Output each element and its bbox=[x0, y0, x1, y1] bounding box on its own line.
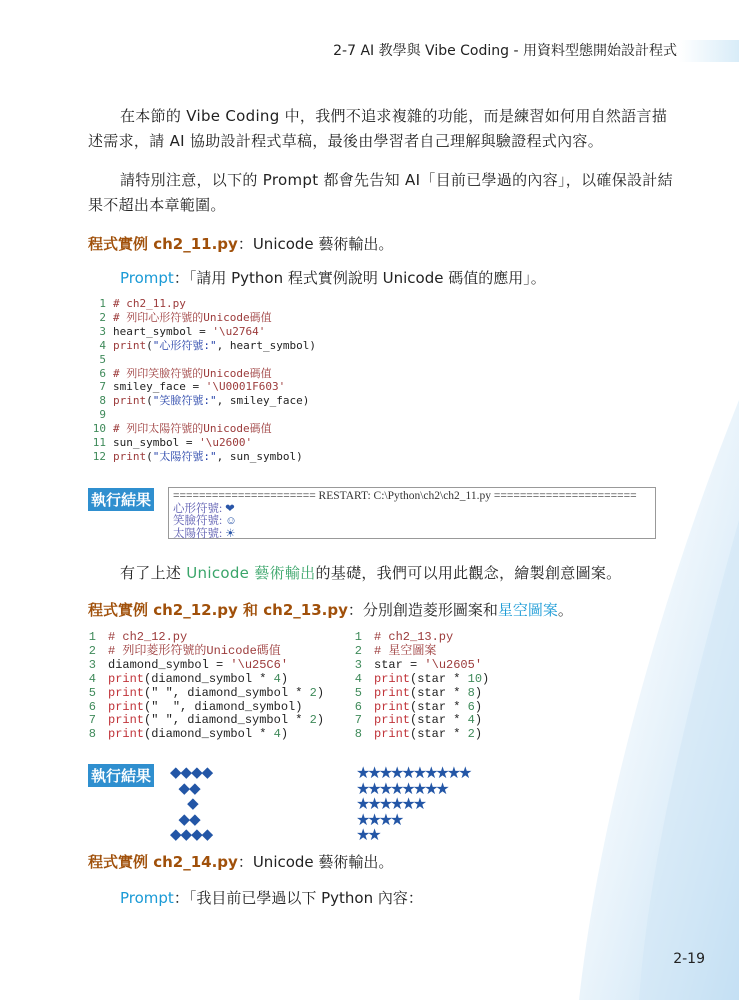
star-row: ★★★★★★ bbox=[356, 794, 425, 813]
code-token: ) bbox=[474, 727, 483, 742]
code-token: 4 bbox=[273, 727, 281, 742]
line-number: 2 bbox=[354, 643, 362, 658]
star-row: ★★★★ bbox=[356, 809, 402, 829]
code-token: 10 bbox=[467, 671, 483, 686]
code-line bbox=[352, 701, 489, 715]
code-token: 4 bbox=[467, 713, 475, 728]
line-number: 7 bbox=[99, 380, 106, 394]
line-number: 1 bbox=[354, 630, 362, 644]
example-desc: ：Unicode 藝術輸出。 bbox=[237, 853, 394, 871]
prompt-1 bbox=[120, 267, 546, 288]
code-token: ) bbox=[474, 685, 483, 700]
prompt-label: Prompt bbox=[120, 889, 174, 907]
code-line bbox=[86, 714, 324, 728]
code-token: "笑臉符號:" bbox=[152, 394, 217, 408]
code-token: ) bbox=[482, 671, 490, 686]
output-symbol: ☀ bbox=[225, 527, 236, 540]
code-line bbox=[86, 687, 324, 701]
line-number: 4 bbox=[354, 671, 362, 686]
code-block-ch2-11 bbox=[88, 297, 316, 464]
code-line bbox=[88, 311, 316, 325]
code-token: '\u25C6' bbox=[230, 657, 289, 672]
output-line bbox=[173, 515, 651, 528]
diamond-row: ◆◆◆◆ bbox=[170, 763, 213, 781]
star-row: ★★★★★★★★ bbox=[356, 778, 447, 798]
code-token: '\u2764' bbox=[212, 324, 266, 338]
code-token: (star * bbox=[410, 727, 468, 742]
line-number: 6 bbox=[88, 699, 96, 714]
line-number: 5 bbox=[99, 352, 106, 366]
code-token: ) bbox=[316, 713, 325, 728]
code-token: diamond_symbol = bbox=[108, 657, 231, 672]
page-number: 2-19 bbox=[673, 951, 705, 967]
line-number: 1 bbox=[99, 297, 106, 310]
code-line bbox=[86, 631, 324, 645]
code-line bbox=[86, 645, 324, 659]
code-line bbox=[88, 394, 316, 408]
code-token: , heart_symbol) bbox=[216, 338, 316, 352]
prompt-2 bbox=[120, 887, 423, 908]
code-line bbox=[88, 325, 316, 339]
line-number: 12 bbox=[92, 449, 106, 463]
example-title-3 bbox=[88, 851, 393, 872]
code-token: ( bbox=[146, 394, 153, 408]
example-label: 程式實例 ch2_11.py bbox=[88, 235, 238, 253]
text: 的基礎，我們可以用此觀念，繪製創意圖案。 bbox=[315, 564, 622, 582]
code-token: ( bbox=[146, 449, 153, 463]
code-line bbox=[88, 380, 316, 394]
line-number: 8 bbox=[99, 394, 106, 408]
code-token: smiley_face = bbox=[113, 380, 206, 394]
star-row: ★★★★★★★★★★ bbox=[356, 763, 470, 782]
line-number: 2 bbox=[99, 310, 106, 324]
line-number: 6 bbox=[99, 366, 106, 380]
line-number: 2 bbox=[88, 643, 96, 658]
header-accent-bar bbox=[679, 40, 739, 62]
star-row: ★★ bbox=[356, 825, 379, 844]
star-pattern bbox=[356, 765, 469, 843]
code-token: ) bbox=[474, 713, 483, 728]
code-line bbox=[86, 701, 324, 715]
line-number: 7 bbox=[88, 713, 96, 728]
code-token: 8 bbox=[467, 685, 475, 700]
code-token: (star * bbox=[410, 685, 468, 700]
code-token: ( bbox=[146, 338, 153, 352]
line-number: 10 bbox=[92, 422, 106, 436]
code-line bbox=[352, 645, 489, 659]
result-badge: 執行結果 bbox=[88, 764, 154, 787]
diamond-row: ◆◆◆◆ bbox=[170, 825, 213, 843]
code-line bbox=[88, 436, 316, 450]
code-token: (" ", diamond_symbol * bbox=[144, 713, 310, 728]
code-token: ) bbox=[316, 685, 325, 700]
line-number: 3 bbox=[99, 324, 106, 338]
code-token: 4 bbox=[273, 671, 281, 686]
output-symbol: ☺ bbox=[225, 515, 237, 527]
line-number: 3 bbox=[88, 657, 96, 672]
code-token: 2 bbox=[467, 727, 475, 742]
line-number: 5 bbox=[88, 685, 96, 700]
code-token: '\U0001F603' bbox=[205, 380, 286, 394]
paragraph-2: 請特別注意，以下的 Prompt 都會先告知 AI「目前已學過的內容」，以確保設計結果不超出本章範圍。 bbox=[88, 171, 673, 214]
output-symbol: ❤ bbox=[225, 502, 235, 515]
code-token: (star * bbox=[410, 671, 468, 686]
line-number: 11 bbox=[92, 436, 106, 450]
code-token: print bbox=[374, 671, 411, 686]
text: 。 bbox=[557, 601, 573, 619]
code-token: # ch2_13.py bbox=[374, 630, 454, 644]
code-token: print bbox=[113, 394, 147, 408]
line-number: 3 bbox=[354, 657, 362, 672]
code-token: print bbox=[113, 449, 147, 463]
code-token: 2 bbox=[309, 713, 317, 728]
code-line bbox=[86, 728, 324, 742]
example-label: 程式實例 ch2_14.py bbox=[88, 853, 238, 871]
code-token: print bbox=[374, 713, 411, 728]
code-line bbox=[88, 408, 316, 422]
line-number: 6 bbox=[354, 699, 362, 714]
prompt-text: ：「我目前已學過以下 Python 內容： bbox=[173, 889, 423, 907]
line-number: 7 bbox=[354, 713, 362, 728]
output-label: 心形符號: bbox=[173, 502, 226, 515]
code-token: print bbox=[108, 727, 145, 742]
code-line bbox=[86, 659, 324, 673]
code-token: heart_symbol = bbox=[113, 324, 213, 338]
text: 有了上述 bbox=[120, 564, 187, 582]
code-token: print bbox=[374, 727, 411, 742]
code-block-ch2-12 bbox=[86, 631, 324, 742]
code-token: 2 bbox=[309, 685, 317, 700]
output-console bbox=[168, 487, 656, 539]
code-token: (" ", diamond_symbol) bbox=[144, 699, 303, 714]
code-token: print bbox=[374, 699, 411, 714]
output-label: 笑臉符號: bbox=[173, 515, 226, 527]
diamond-row: ◆ bbox=[170, 794, 198, 812]
result-badge: 執行結果 bbox=[88, 488, 154, 511]
code-token: print bbox=[374, 685, 411, 700]
code-token: (diamond_symbol * bbox=[144, 727, 274, 742]
code-token: # ch2_11.py bbox=[113, 297, 186, 310]
output-label: 太陽符號: bbox=[173, 527, 226, 540]
code-token: "心形符號:" bbox=[152, 338, 217, 352]
code-token: print bbox=[113, 338, 147, 352]
highlight: Unicode 藝術輸出 bbox=[186, 564, 316, 582]
code-token: # 星空圖案 bbox=[374, 643, 437, 658]
code-token: print bbox=[108, 671, 145, 686]
code-line bbox=[352, 714, 489, 728]
code-token: ) bbox=[474, 699, 483, 714]
example-desc: ：Unicode 藝術輸出。 bbox=[237, 235, 394, 253]
restart-line: ====================== RESTART: C:\Python\ch2\ch2_11.py ====================== bbox=[173, 490, 637, 502]
code-token: print bbox=[108, 685, 145, 700]
code-token: print bbox=[108, 699, 145, 714]
code-token: (star * bbox=[410, 699, 468, 714]
code-token: star = bbox=[374, 657, 425, 672]
prompt-text: ：「請用 Python 程式實例說明 Unicode 碼值的應用」。 bbox=[173, 269, 546, 287]
example-label: 程式實例 ch2_12.py 和 ch2_13.py bbox=[88, 601, 348, 619]
code-token: ) bbox=[280, 671, 289, 686]
code-token: '\u2605' bbox=[424, 657, 483, 672]
paragraph-1: 在本節的 Vibe Coding 中，我們不追求複雜的功能，而是練習如何用自然語言描述需求，請 AI 協助設計程式草稿，最後由學習者自己理解與驗證程式內容。 bbox=[88, 107, 668, 150]
code-token: # 列印菱形符號的Unicode碼值 bbox=[108, 643, 281, 658]
prompt-label: Prompt bbox=[120, 269, 174, 287]
example-title-2 bbox=[88, 599, 573, 620]
line-number: 8 bbox=[354, 727, 362, 742]
diamond-row: ◆◆ bbox=[170, 778, 200, 797]
code-token: (" ", diamond_symbol * bbox=[144, 685, 310, 700]
code-line bbox=[352, 687, 489, 701]
line-number: 4 bbox=[88, 671, 96, 686]
code-line bbox=[352, 673, 489, 687]
code-token: # 列印心形符號的Unicode碼值 bbox=[113, 310, 272, 324]
highlight: 星空圖案 bbox=[497, 601, 558, 619]
code-line bbox=[352, 659, 489, 673]
diamond-row: ◆◆ bbox=[170, 809, 200, 828]
line-number: 4 bbox=[99, 338, 106, 352]
code-line bbox=[88, 339, 316, 353]
code-line bbox=[88, 422, 316, 436]
code-block-ch2-13 bbox=[352, 631, 489, 742]
line-number: 9 bbox=[99, 408, 106, 422]
paragraph-3 bbox=[88, 561, 678, 586]
example-title-1 bbox=[88, 233, 393, 254]
code-line bbox=[88, 367, 316, 381]
code-line bbox=[88, 353, 316, 367]
code-line bbox=[88, 450, 316, 464]
code-line bbox=[86, 673, 324, 687]
code-token: "太陽符號:" bbox=[152, 449, 217, 463]
output-line bbox=[173, 528, 651, 541]
line-number: 5 bbox=[354, 685, 362, 700]
code-token: (diamond_symbol * bbox=[144, 671, 274, 686]
line-number: 8 bbox=[88, 727, 96, 742]
code-token: # 列印笑臉符號的Unicode碼值 bbox=[113, 366, 272, 380]
code-token: , smiley_face) bbox=[216, 394, 310, 408]
code-token: # ch2_12.py bbox=[108, 630, 188, 644]
code-line bbox=[352, 728, 489, 742]
code-line bbox=[88, 297, 316, 311]
code-token: , sun_symbol) bbox=[216, 449, 303, 463]
running-header: 2-7 AI 教學與 Vibe Coding - 用資料型態開始設計程式 bbox=[333, 43, 677, 59]
output-line bbox=[173, 503, 651, 516]
code-token: '\u2600' bbox=[199, 436, 253, 450]
example-desc: ：分別創造菱形圖案和 bbox=[347, 601, 498, 619]
code-token: print bbox=[108, 713, 145, 728]
code-token: ) bbox=[280, 727, 289, 742]
diamond-pattern bbox=[170, 765, 212, 843]
code-token: (star * bbox=[410, 713, 468, 728]
code-line bbox=[352, 631, 489, 645]
code-token: 6 bbox=[467, 699, 475, 714]
code-token: sun_symbol = bbox=[113, 436, 200, 450]
line-number: 1 bbox=[88, 630, 96, 644]
code-token: # 列印太陽符號的Unicode碼值 bbox=[113, 422, 272, 436]
